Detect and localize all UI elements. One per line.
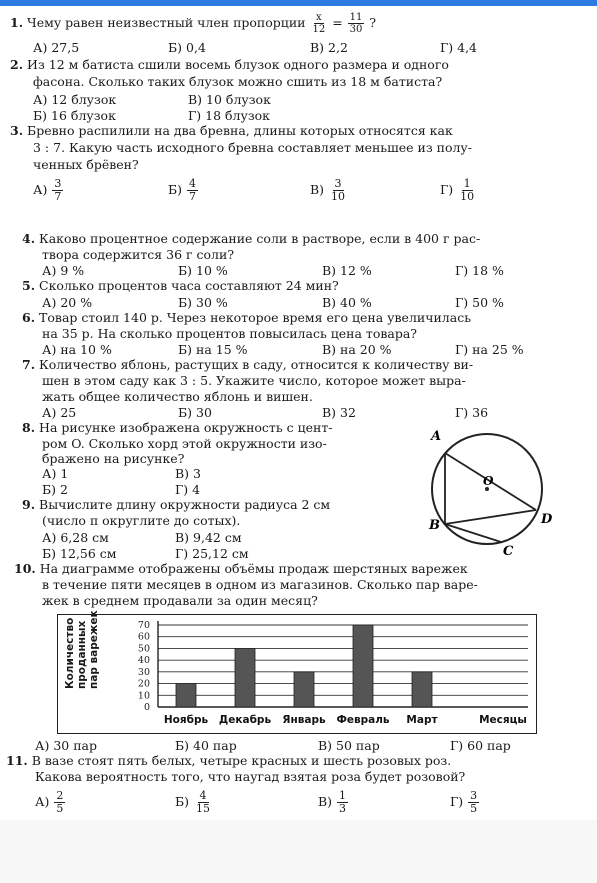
question-line: Количество яблонь, растущих в саду, относится к количеству ви-	[39, 357, 474, 372]
x-tick-label: Ноябрь	[163, 714, 209, 726]
answer-c: В) 10 блузок	[188, 92, 271, 107]
answer-d: Г) 4,4	[440, 40, 478, 55]
page-bottom	[0, 820, 597, 883]
question-line: бражено на рисунке?	[42, 451, 185, 466]
question-line: Из 12 м батиста сшили восемь блузок одного размера и одного	[27, 57, 449, 72]
header-strip	[0, 0, 597, 6]
x-tick-label: Декабрь	[218, 714, 272, 726]
label-d: D	[541, 512, 553, 527]
question-5	[22, 279, 339, 293]
answer-b: Б) 2	[42, 482, 68, 497]
question-line: Вычислите длину окружности радиуса 2 см	[39, 497, 331, 512]
chart-frame	[57, 610, 537, 734]
y-tick-label: 30	[137, 666, 150, 678]
answer-d: Г) 50 %	[455, 295, 504, 310]
question-number: 9.	[22, 497, 36, 512]
question-number: 11.	[6, 753, 28, 768]
question-number: 3.	[10, 123, 24, 138]
question-9	[22, 498, 330, 512]
answer-b: Б) 30	[178, 405, 212, 420]
bar	[176, 684, 196, 707]
bar	[353, 625, 373, 707]
question-line: На рисунке изображена окружность с цент-	[39, 420, 333, 435]
answer-b: Б) 12,56 см	[42, 546, 117, 561]
y-tick-label: 10	[137, 690, 150, 702]
fraction: $\frac{3}{7}$	[54, 177, 62, 203]
question-line: Товар стоил 140 р. Через некоторое время его цена увеличилась	[39, 310, 472, 325]
question-1: 1. Чему равен неизвестный член пропорции $\frac{x}{12}$ = $\frac{11}{30}$ ?	[10, 12, 377, 35]
bar	[294, 672, 314, 707]
fraction: $\frac{4}{15}$	[196, 789, 211, 815]
fraction: $\frac{11}{30}$	[349, 12, 363, 35]
question-line: твора содержится 36 г соли?	[42, 247, 235, 262]
y-tick-label: 20	[137, 678, 150, 690]
answer-d: Г) 60 пар	[450, 738, 511, 753]
answer-d: Г) $\frac{3}{5}$	[450, 789, 478, 815]
answer-b: Б) 16 блузок	[33, 108, 116, 123]
answer-a: А) $\frac{2}{5}$	[35, 789, 64, 815]
answer-a: А) $\frac{3}{7}$	[33, 177, 62, 203]
question-line: (число π округлите до сотых).	[42, 513, 241, 528]
y-tick-label: 60	[137, 631, 150, 643]
question-number: 2.	[10, 57, 24, 72]
question-text: Чему равен неизвестный член пропорции	[27, 15, 306, 30]
label-o: O	[483, 474, 494, 488]
y-tick-label: 40	[137, 655, 150, 667]
question-7	[22, 358, 473, 372]
answer-d: Г) 25,12 см	[175, 546, 249, 561]
x-tick-label: Март	[406, 714, 438, 726]
answer-a: А) 25	[42, 405, 77, 420]
question-number: 8.	[22, 420, 36, 435]
question-line: Какова вероятность того, что наугад взятая роза будет розовой?	[35, 769, 466, 784]
answer-c: В) $\frac{3}{10}$	[310, 177, 346, 203]
question-2	[10, 58, 449, 72]
question-4	[22, 232, 480, 246]
question-line: шен в этом саду как 3 : 5. Укажите число, которое может выра-	[42, 373, 466, 388]
question-line: 3 : 7. Какую часть исходного бревна составляет меньшее из полу-	[33, 140, 472, 155]
y-tick-label: 70	[137, 620, 150, 631]
answer-c: В) на 20 %	[322, 342, 392, 357]
fraction: $\frac{4}{7}$	[189, 177, 197, 203]
x-axis-label: Месяцы	[479, 714, 527, 726]
answer-b: Б) 10 %	[178, 263, 228, 278]
label-a: A	[431, 429, 442, 444]
answer-b: Б) 0,4	[168, 40, 206, 55]
answer-b: Б) 30 %	[178, 295, 228, 310]
question-11	[6, 754, 451, 768]
answer-b: Б) на 15 %	[178, 342, 248, 357]
fraction: $\frac{x}{12}$	[312, 12, 326, 35]
question-line: ченных брёвен?	[33, 157, 139, 172]
question-line: Каково процентное содержание соли в растворе, если в 400 г рас-	[39, 231, 481, 246]
answer-b: Б) $\frac{4}{15}$	[175, 789, 211, 815]
question-10	[14, 562, 468, 576]
question-line: В вазе стоят пять белых, четыре красных и шесть розовых роз.	[31, 753, 452, 768]
question-number: 7.	[22, 357, 36, 372]
y-tick-label: 50	[137, 643, 150, 655]
question-number: 10.	[14, 561, 36, 576]
answer-c: В) 50 пар	[318, 738, 380, 753]
answer-b: Б) 40 пар	[175, 738, 237, 753]
answer-d: Г) 18 %	[455, 263, 504, 278]
question-line: Бревно распилили на два бревна, длины которых относятся как	[27, 123, 453, 138]
answer-a: А) 1	[42, 466, 69, 481]
answer-a: А) 6,28 см	[42, 530, 109, 545]
question-line: жек в среднем продавали за один месяц?	[42, 593, 318, 608]
question-line: на 35 р. На сколько процентов повысилась цена товара?	[42, 326, 418, 341]
question-line: в течение пяти месяцев в одном из магазинов. Сколько пар варе-	[42, 577, 478, 592]
fraction: $\frac{3}{10}$	[331, 177, 346, 203]
answer-c: В) 3	[175, 466, 201, 481]
label-c: C	[503, 544, 514, 559]
answer-a: А) 12 блузок	[33, 92, 117, 107]
y-tick-label: 0	[143, 702, 150, 713]
x-tick-label: Январь	[282, 714, 326, 726]
bar	[412, 672, 432, 707]
answer-a: А) 30 пар	[35, 738, 97, 753]
circle-figure	[405, 412, 565, 562]
fraction: $\frac{2}{5}$	[56, 789, 64, 815]
answer-c: В) 32	[322, 405, 356, 420]
answer-a: А) 9 %	[42, 263, 85, 278]
answer-a: А) на 10 %	[42, 342, 112, 357]
question-6	[22, 311, 471, 325]
answer-d: Г) 36	[455, 405, 489, 420]
question-line: ром O. Сколько хорд этой окружности изо-	[42, 436, 327, 451]
question-number: 4.	[22, 231, 36, 246]
bar	[235, 648, 255, 707]
bar-chart	[58, 615, 536, 733]
answer-d: Г) на 25 %	[455, 342, 524, 357]
answer-d: Г) 4	[175, 482, 201, 497]
y-axis-label: Количество проданных пар варежек	[64, 610, 100, 689]
question-8	[22, 421, 333, 435]
fraction: $\frac{1}{10}$	[460, 177, 475, 203]
answer-a: А) 20 %	[42, 295, 93, 310]
question-line: жать общее количество яблонь и вишен.	[42, 389, 313, 404]
question-number: 6.	[22, 310, 36, 325]
answer-b: Б) $\frac{4}{7}$	[168, 177, 197, 203]
x-tick-label: Февраль	[336, 714, 390, 726]
question-number: 1.	[10, 15, 24, 30]
label-b: B	[429, 518, 440, 533]
fraction: $\frac{3}{5}$	[470, 789, 478, 815]
answer-d: Г) $\frac{1}{10}$	[440, 177, 475, 203]
question-text: Сколько процентов часа составляют 24 мин?	[39, 278, 339, 293]
question-line: фасона. Сколько таких блузок можно сшить из 18 м батиста?	[33, 74, 443, 89]
answer-c: В) 2,2	[310, 40, 348, 55]
chord-bd	[445, 510, 536, 524]
answer-c: В) 12 %	[322, 263, 372, 278]
answer-c: В) 40 %	[322, 295, 372, 310]
fraction: $\frac{1}{3}$	[339, 789, 347, 815]
answer-c: В) 9,42 см	[175, 530, 242, 545]
answer-c: В) $\frac{1}{3}$	[318, 789, 347, 815]
question-line: На диаграмме отображены объёмы продаж шерстяных варежек	[39, 561, 468, 576]
answer-a: А) 27,5	[33, 40, 80, 55]
answer-d: Г) 18 блузок	[188, 108, 270, 123]
question-number: 5.	[22, 278, 36, 293]
question-3	[10, 124, 453, 138]
